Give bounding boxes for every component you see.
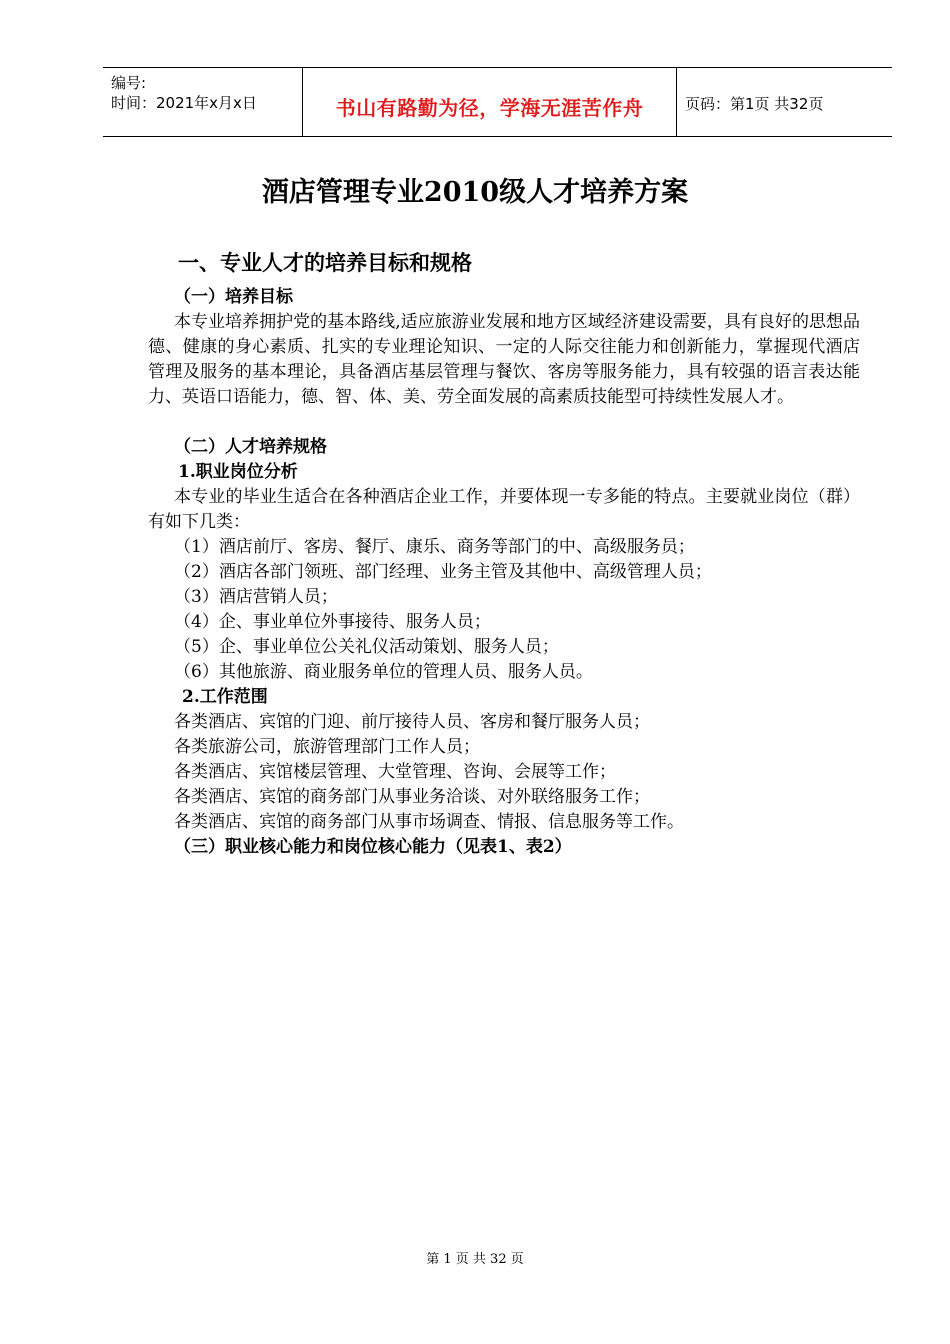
position-item: （1）酒店前厅、客房、餐厅、康乐、商务等部门的中、高级服务员； <box>174 537 695 557</box>
positions-paragraph: 本专业的毕业生适合在各种酒店企业工作，并要体现一专多能的特点。主要就业岗位（群）有如下几类： <box>148 487 860 532</box>
document-title: 酒店管理专业2010级人才培养方案 <box>261 177 689 208</box>
scope-item: 各类酒店、宾馆的商务部门从事市场调查、情报、信息服务等工作。 <box>174 812 684 832</box>
part-heading-positions: 1.职业岗位分析 <box>178 462 298 482</box>
header-table <box>103 67 892 137</box>
motto: 书山有路勤为径，学海无涯苦作舟 <box>335 96 644 120</box>
position-item: （2）酒店各部门领班、部门经理、业务主管及其他中、高级管理人员； <box>174 562 712 582</box>
section-heading-1: 一、专业人才的培养目标和规格 <box>178 250 472 275</box>
goal-paragraph: 本专业培养拥护党的基本路线,适应旅游业发展和地方区域经济建设需要，具有良好的思想品德、健康的身心素质、扎实的专业理论知识、一定的人际交往能力和创新能力，掌握现代酒店管理及服务的基本理论，具备酒店基层管理与餐饮、客房等服务能力，具有较强的语言表达能力、英语口语能力，德、智、体、美、劳全面发展的高素质技能型可持续性发展人才。 <box>148 312 860 407</box>
header-cell-motto <box>303 68 677 136</box>
position-item: （4）企、事业单位外事接待、服务人员； <box>174 612 491 632</box>
scope-item: 各类酒店、宾馆的门迎、前厅接待人员、客房和餐厅服务人员； <box>174 712 650 732</box>
header-cell-page <box>677 68 892 136</box>
scope-item: 各类旅游公司，旅游管理部门工作人员； <box>174 737 480 757</box>
subsection-heading-spec: （二）人才培养规格 <box>174 437 327 457</box>
time-label: 时间：2021年x月x日 <box>111 94 257 112</box>
subsection-heading-competency: （三）职业核心能力和岗位核心能力（见表1、表2） <box>174 837 572 857</box>
subsection-heading-goal: （一）培养目标 <box>174 287 293 307</box>
page-info: 页码：第1页 共32页 <box>685 95 824 113</box>
part-heading-scope: 2.工作范围 <box>182 687 268 707</box>
scope-item: 各类酒店、宾馆的商务部门从事业务洽谈、对外联络服务工作； <box>174 787 650 807</box>
position-item: （3）酒店营销人员； <box>174 587 338 607</box>
position-item: （6）其他旅游、商业服务单位的管理人员、服务人员。 <box>174 662 593 682</box>
scope-item: 各类酒店、宾馆楼层管理、大堂管理、咨询、会展等工作； <box>174 762 616 782</box>
position-item: （5）企、事业单位公关礼仪活动策划、服务人员； <box>174 637 559 657</box>
number-label: 编号: <box>111 74 147 92</box>
page-footer: 第 1 页 共 32 页 <box>426 1252 524 1267</box>
header-cell-meta <box>103 68 303 136</box>
